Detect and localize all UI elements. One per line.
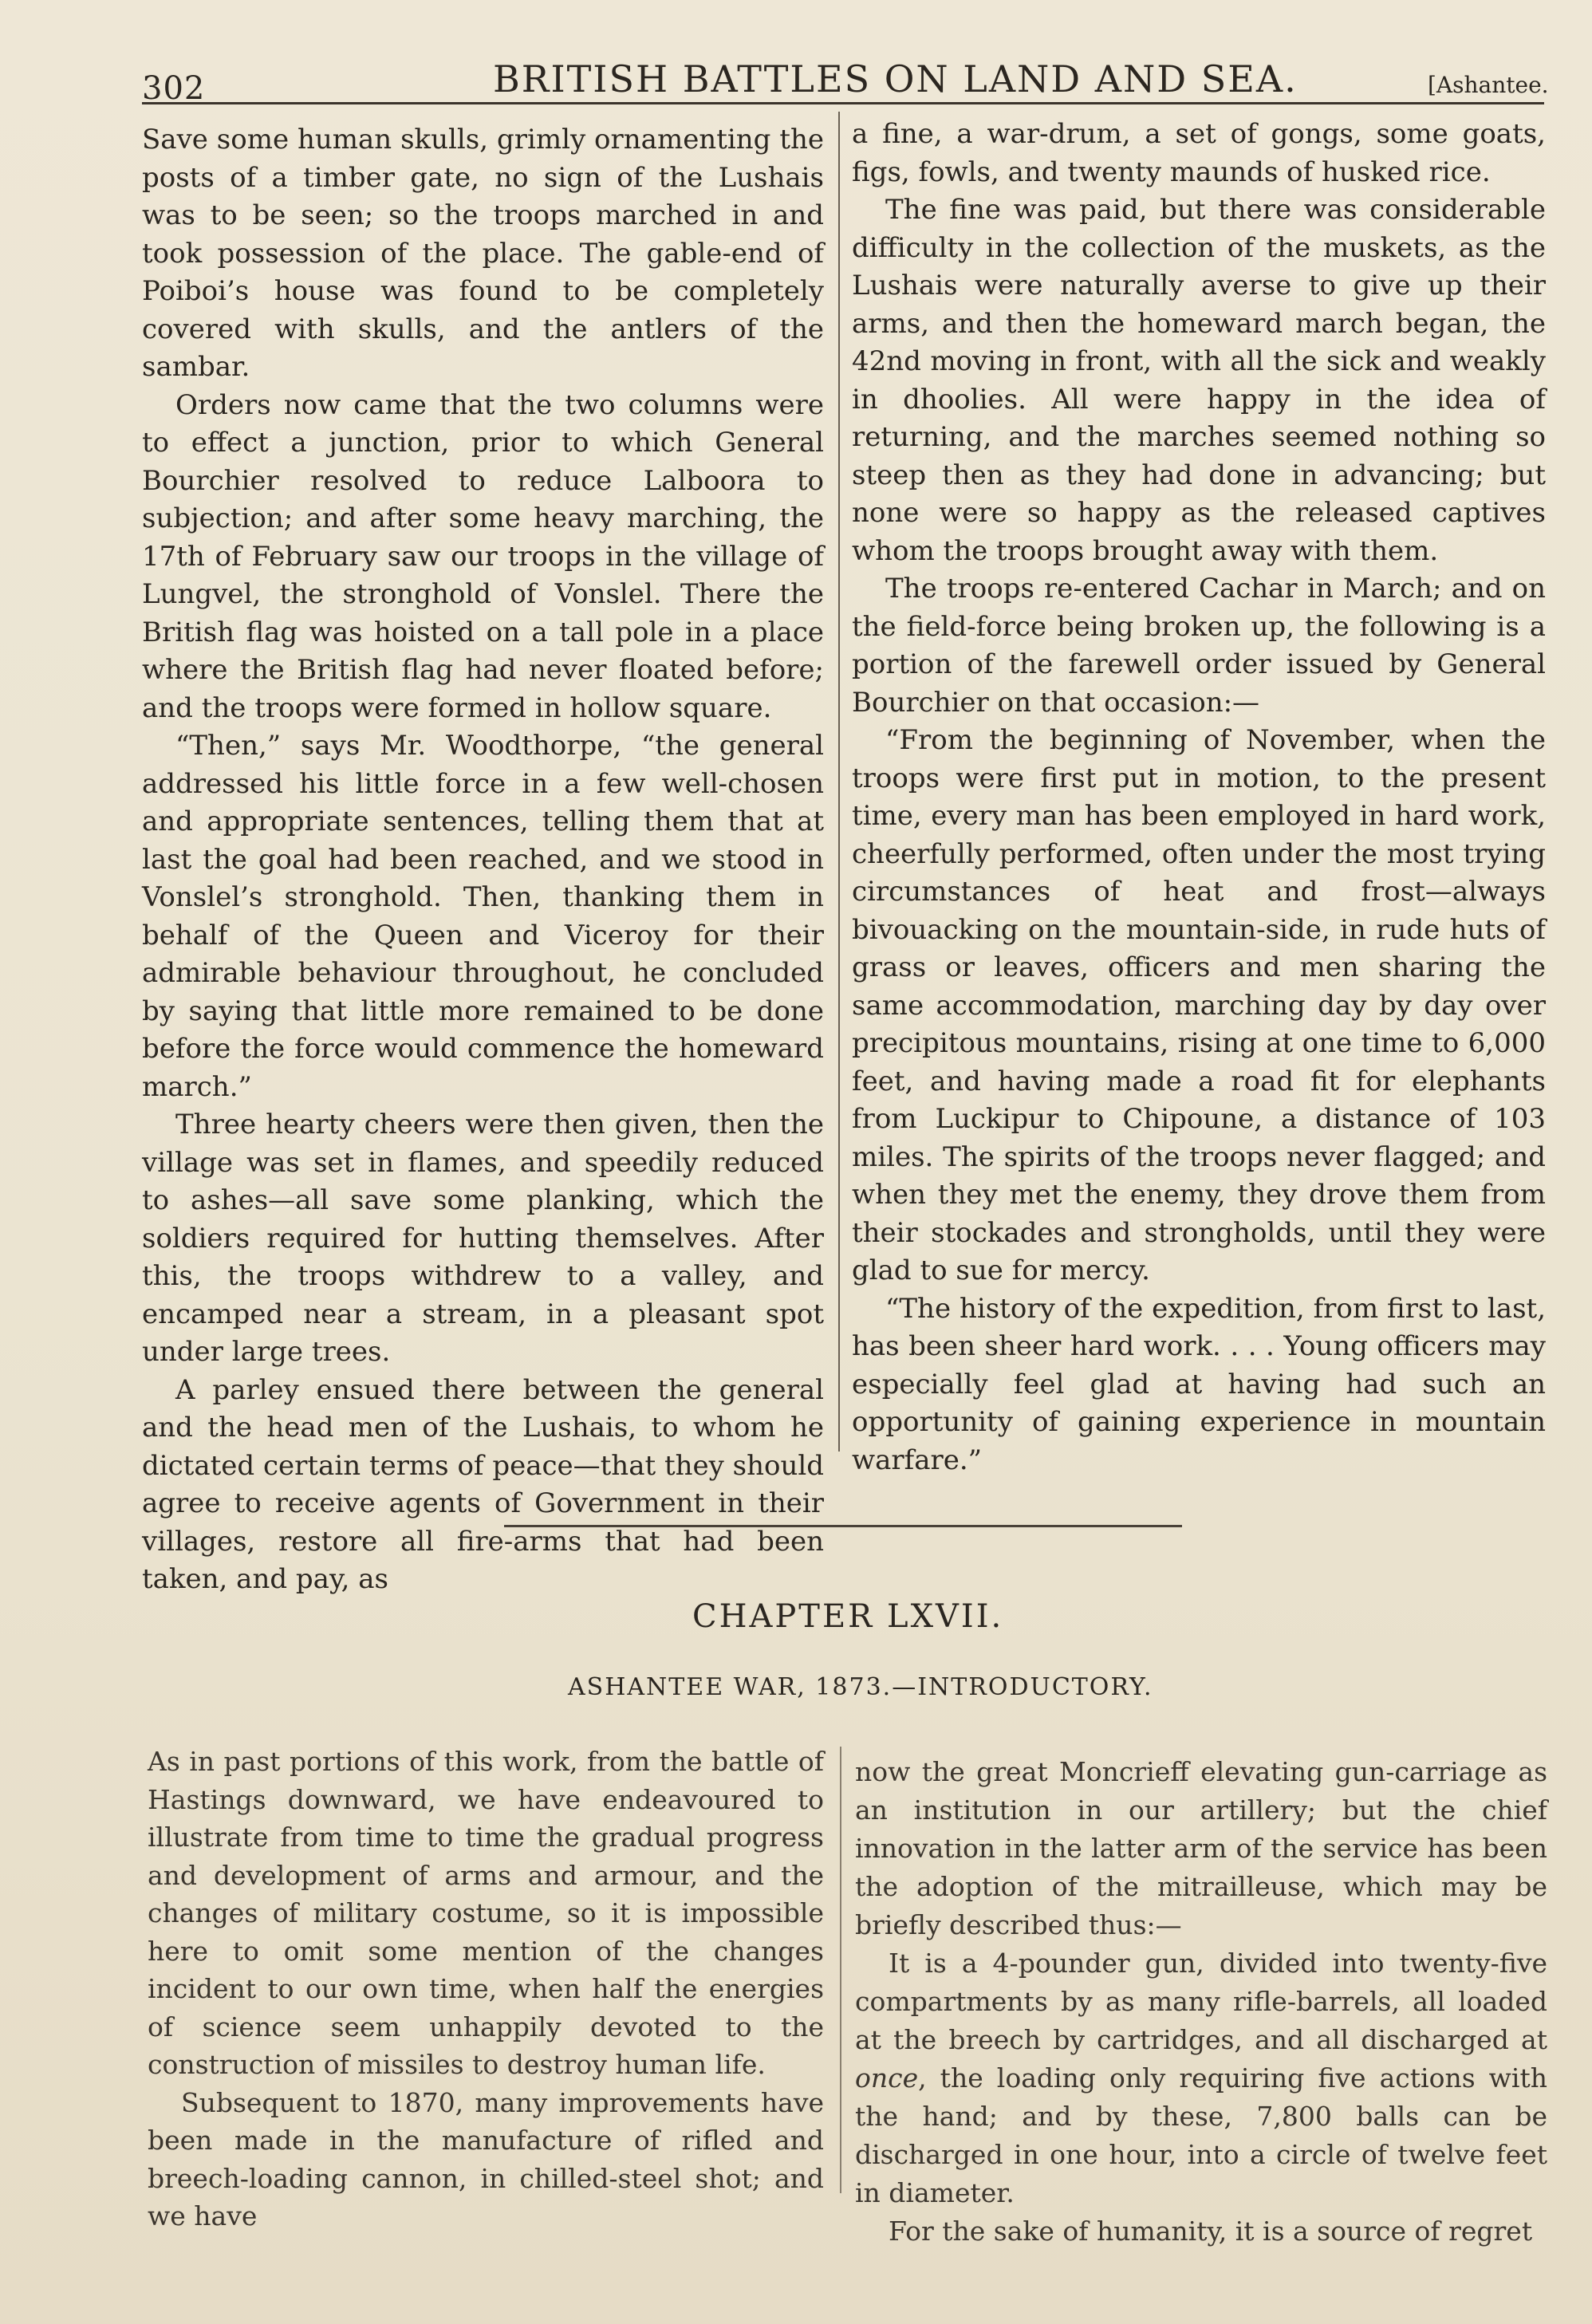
paragraph (855, 1944, 1547, 2212)
paragraph: “The history of the expedition, from first to last, has been sheer hard work. . . . Young officers may especially feel glad at having had such an opportunity of gaining experience in mountain warfare.” (852, 1292, 1546, 1476)
paragraph-text: , the loading only requiring five actions with the hand; and by these, 7,800 balls can be discharged in one hour, into a circle of twelve feet in diameter. (855, 2062, 1547, 2208)
chapter-subtitle: ASHANTEE WAR, 1873.—INTRODUCTORY. (568, 1673, 1153, 1701)
section-tag: [Ashantee. (1428, 72, 1549, 98)
paragraph: The troops re-entered Cachar in March; and on the field-force being broken up, the following is a portion of the farewell order issued by General Bourchier on that occasion:— (852, 573, 1546, 719)
section-break-rule (504, 1525, 1182, 1527)
paragraph: Orders now came that the two columns were to effect a junction, prior to which General Bourchier resolved to reduce Lalboora to subjection; and after some heavy marching, the 17th of February saw our troops in the village of Lungvel, the stronghold of Vonslel. There the British flag was hoisted on a tall pole in a place where the British flag had never floated before; and the troops were formed in hollow square. (142, 388, 824, 724)
paragraph: Subsequent to 1870, many improvements have been made in the manufacture of rifled and breech-loading cannon, in chilled-steel shot; and we have (148, 2086, 824, 2231)
paragraph: The fine was paid, but there was considerable difficulty in the collection of the muskets, as the Lushais were naturally averse to give up their arms, and then the homeward march began, the 42nd moving in front, with all the sick and weakly in dhoolies. All were happy in the idea of returning, and the marches seemed nothing so steep then as they had done in advancing; but none were so happy as the released captives whom the troops brought away with them. (852, 194, 1546, 567)
chapter-title: CHAPTER LXVII. (692, 1598, 1004, 1635)
paragraph: For the sake of humanity, it is a source of regret (889, 2216, 1533, 2247)
paragraph: Three hearty cheers were then given, then the village was set in flames, and speedily reduced to ashes—all save some planking, which the soldiers required for hutting themselves. After this, the troops withdrew to a valley, and encamped near a stream, in a pleasant spot under large trees. (142, 1109, 824, 1368)
top-left-column (142, 121, 824, 1599)
bottom-right-column (855, 1753, 1547, 2251)
paragraph: As in past portions of this work, from the battle of Hastings downward, we have endeavoured to illustrate from time to time the gradual progress and development of arms and armour, and the changes of military costume, so it is impossible here to omit some mention of the changes incident to our own time, when half the energies of science seem unhappily devoted to the construction of missiles to destroy human life. (148, 1746, 824, 2080)
paragraph: now the great Moncrieff elevating gun-carriage as an institution in our artillery; but the chief innovation in the latter arm of the service has been the adoption of the mitrailleuse, which may be briefly described thus:— (855, 1756, 1547, 1940)
paragraph: a fine, a war-drum, a set of gongs, some goats, figs, fowls, and twenty maunds of husked rice. (852, 118, 1546, 188)
paragraph: “Then,” says Mr. Woodthorpe, “the general addressed his little force in a few well-chosen and appropriate sentences, telling them that at last the goal had been reached, and we stood in Vonslel’s stronghold. Then, thanking them in behalf of the Queen and Viceroy for their admirable behaviour throughout, he concluded by saying that little more remained to be done before the force would commence the homeward march.” (142, 730, 824, 1103)
column-divider (838, 112, 840, 1452)
paragraph-text: It is a 4-pounder gun, divided into twenty-five compartments by as many rifle-barrels, all loaded at the breech by cartridges, and all discharged at (855, 1948, 1547, 2055)
page-number: 302 (142, 70, 206, 107)
emphasis-text: once (855, 2062, 919, 2094)
paragraph: A parley ensued there between the general and the head men of the Lushais, to whom he dictated certain terms of peace—that they should agree to receive agents of Government in their villages, restore all fire-arms that had been taken, and pay, as (142, 1373, 824, 1595)
paragraph: Save some human skulls, grimly ornamenting the posts of a timber gate, no sign of the Lushais was to be seen; so the troops marched in and took possession of the place. The gable-end of Poiboi’s house was found to be completely covered with skulls, and the antlers of the sambar. (142, 124, 824, 383)
bottom-left-column (148, 1743, 824, 2235)
running-title: BRITISH BATTLES ON LAND AND SEA. (493, 57, 1298, 100)
header-rule (142, 102, 1544, 104)
paragraph: “From the beginning of November, when the troops were first put in motion, to the present time, every man has been employed in hard work, cheerfully performed, often under the most trying circumstances of heat and frost—always bivouacking on the mountain-side, in rude huts of grass or leaves, officers and men sharing the same accommodation, marching day by day over precipitous mountains, rising at one time to 6,000 feet, and having made a road fit for elephants from Luckipur to Chipoune, a distance of 103 miles. The spirits of the troops never flagged; and when they met the enemy, they drove them from their stockades and strongholds, until they were glad to sue for mercy. (852, 724, 1546, 1286)
top-right-column (852, 116, 1546, 1479)
column-divider (840, 1747, 841, 2193)
